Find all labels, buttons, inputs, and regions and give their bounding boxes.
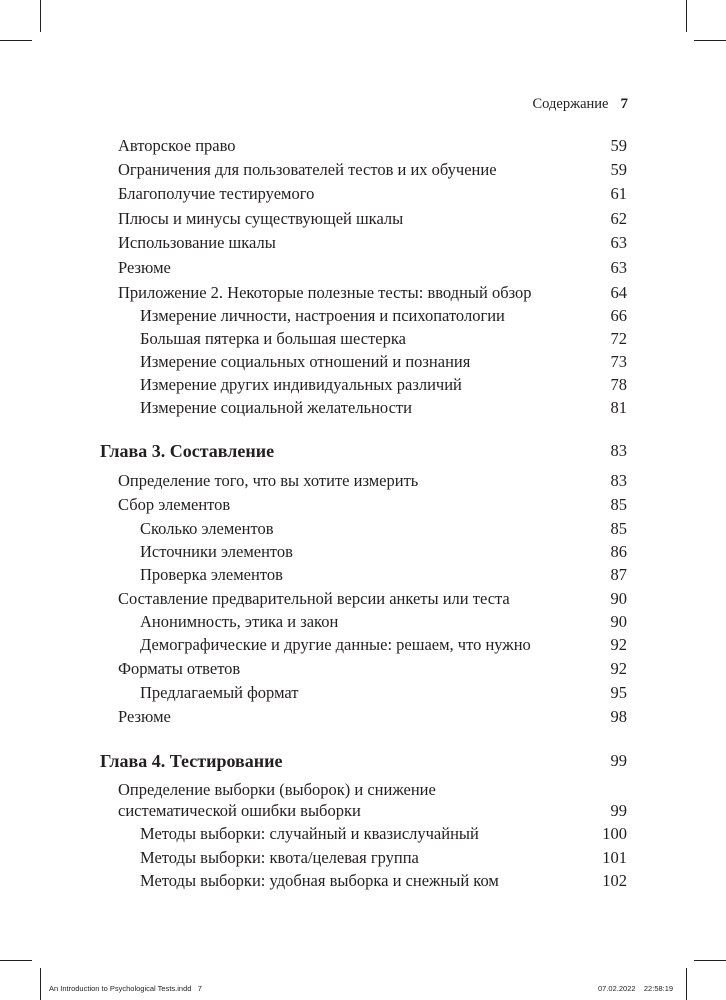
toc-entry-title: Резюме: [118, 707, 171, 726]
toc-entry-title: Методы выборки: квота/целевая группа: [140, 848, 419, 867]
chapter-title: Глава 3. Составление: [100, 441, 275, 461]
slug-page: 7: [197, 984, 202, 993]
crop-mark-right-lower: [694, 960, 726, 961]
toc-entry-title: Авторское право: [118, 136, 236, 155]
toc-entry-page: 78: [610, 375, 627, 394]
slug-filename: An Introduction to Psychological Tests.indd: [49, 984, 192, 993]
toc-entry-page: 61: [610, 184, 627, 203]
toc-entry-title: Анонимность, этика и закон: [140, 612, 339, 631]
toc-entry-page: 100: [602, 824, 627, 843]
crop-mark-top-left: [40, 0, 41, 32]
toc-entry-page: 73: [610, 352, 627, 371]
crop-mark-left-lower: [0, 960, 32, 961]
crop-mark-left-upper: [0, 40, 32, 41]
toc-entry-title: Форматы ответов: [118, 659, 241, 678]
toc-entry-title: Большая пятерка и большая шестерка: [140, 329, 406, 348]
crop-mark-bottom-left: [40, 968, 41, 1000]
toc-entry-page: 87: [610, 565, 627, 584]
crop-mark-right-upper: [694, 40, 726, 41]
toc-entry-title: Методы выборки: удобная выборка и снежный ком: [140, 871, 499, 890]
slug-timestamp: [598, 984, 673, 993]
toc-entry-page: 98: [610, 707, 627, 726]
toc-entry-page: 86: [610, 542, 627, 561]
toc-entry-page: 99: [610, 801, 627, 820]
crop-mark-top-right: [686, 0, 687, 32]
toc-entry-title: Использование шкалы: [118, 233, 276, 252]
toc-entry-page: 63: [610, 233, 627, 252]
toc-entry-title: Сколько элементов: [140, 519, 274, 538]
toc-entry-page: 102: [602, 871, 627, 890]
toc-entry-page: 62: [610, 209, 627, 228]
toc-entry-title: Измерение социальных отношений и познания: [140, 352, 471, 371]
crop-mark-bottom-right: [686, 968, 687, 1000]
toc-entry-page: 72: [610, 329, 627, 348]
toc-entry-title: Приложение 2. Некоторые полезные тесты: вводный обзор: [118, 283, 532, 302]
slug-file: [49, 984, 202, 993]
toc-entry-page: 63: [610, 258, 627, 277]
toc-entry-title: Составление предварительной версии анкеты или теста: [118, 589, 510, 608]
toc-entry-title: Определение выборки (выборок) и снижение: [118, 780, 436, 799]
chapter-page: 83: [610, 441, 627, 460]
toc-entry-title: Измерение других индивидуальных различий: [140, 375, 462, 394]
toc-entry-page: 83: [610, 471, 627, 490]
toc-entry-page: 90: [610, 589, 627, 608]
toc-entry-title: Сбор элементов: [118, 495, 231, 514]
toc-entry-page: 59: [610, 160, 627, 179]
toc-entry-page: 90: [610, 612, 627, 631]
toc-entry-page: 85: [610, 519, 627, 538]
slug-date: 07.02.2022: [598, 984, 636, 993]
toc-entry-title: Проверка элементов: [140, 565, 283, 584]
toc-entry-title: Методы выборки: случайный и квазислучайный: [140, 824, 479, 843]
running-head: [500, 96, 628, 113]
toc-entry-title: Измерение социальной желательности: [140, 398, 412, 417]
toc-entry-title: Благополучие тестируемого: [118, 184, 315, 203]
toc-entry-page: 81: [610, 398, 627, 417]
slug-time: 22:58:19: [643, 984, 674, 993]
toc-entry-title: Резюме: [118, 258, 171, 277]
toc-entry-page: 85: [610, 495, 627, 514]
toc-entry-title: Источники элементов: [140, 542, 293, 561]
toc-entry-page: 92: [610, 659, 627, 678]
toc-entry-page: 95: [610, 683, 627, 702]
toc-entry-page: 59: [610, 136, 627, 155]
toc-entry-title: Измерение личности, настроения и психопатологии: [140, 306, 505, 325]
toc-entry-title: Предлагаемый формат: [140, 683, 299, 702]
chapter-title: Глава 4. Тестирование: [100, 751, 283, 771]
toc-entry-page: 92: [610, 635, 627, 654]
toc-entry-title: Демографические и другие данные: решаем, что нужно: [140, 635, 531, 654]
toc-entry-title: Ограничения для пользователей тестов и их обучение: [118, 160, 497, 179]
running-head-title: Содержание: [532, 96, 609, 112]
toc-entry-page: 64: [610, 283, 627, 302]
toc-entry-title: Плюсы и минусы существующей шкалы: [118, 209, 404, 228]
toc-entry-title: систематической ошибки выборки: [118, 801, 361, 820]
chapter-page: 99: [610, 751, 627, 770]
toc-entry-page: 66: [610, 306, 627, 325]
page-number: 7: [620, 96, 628, 112]
toc-entry-page: 101: [602, 848, 627, 867]
toc-entry-title: Определение того, что вы хотите измерить: [118, 471, 419, 490]
